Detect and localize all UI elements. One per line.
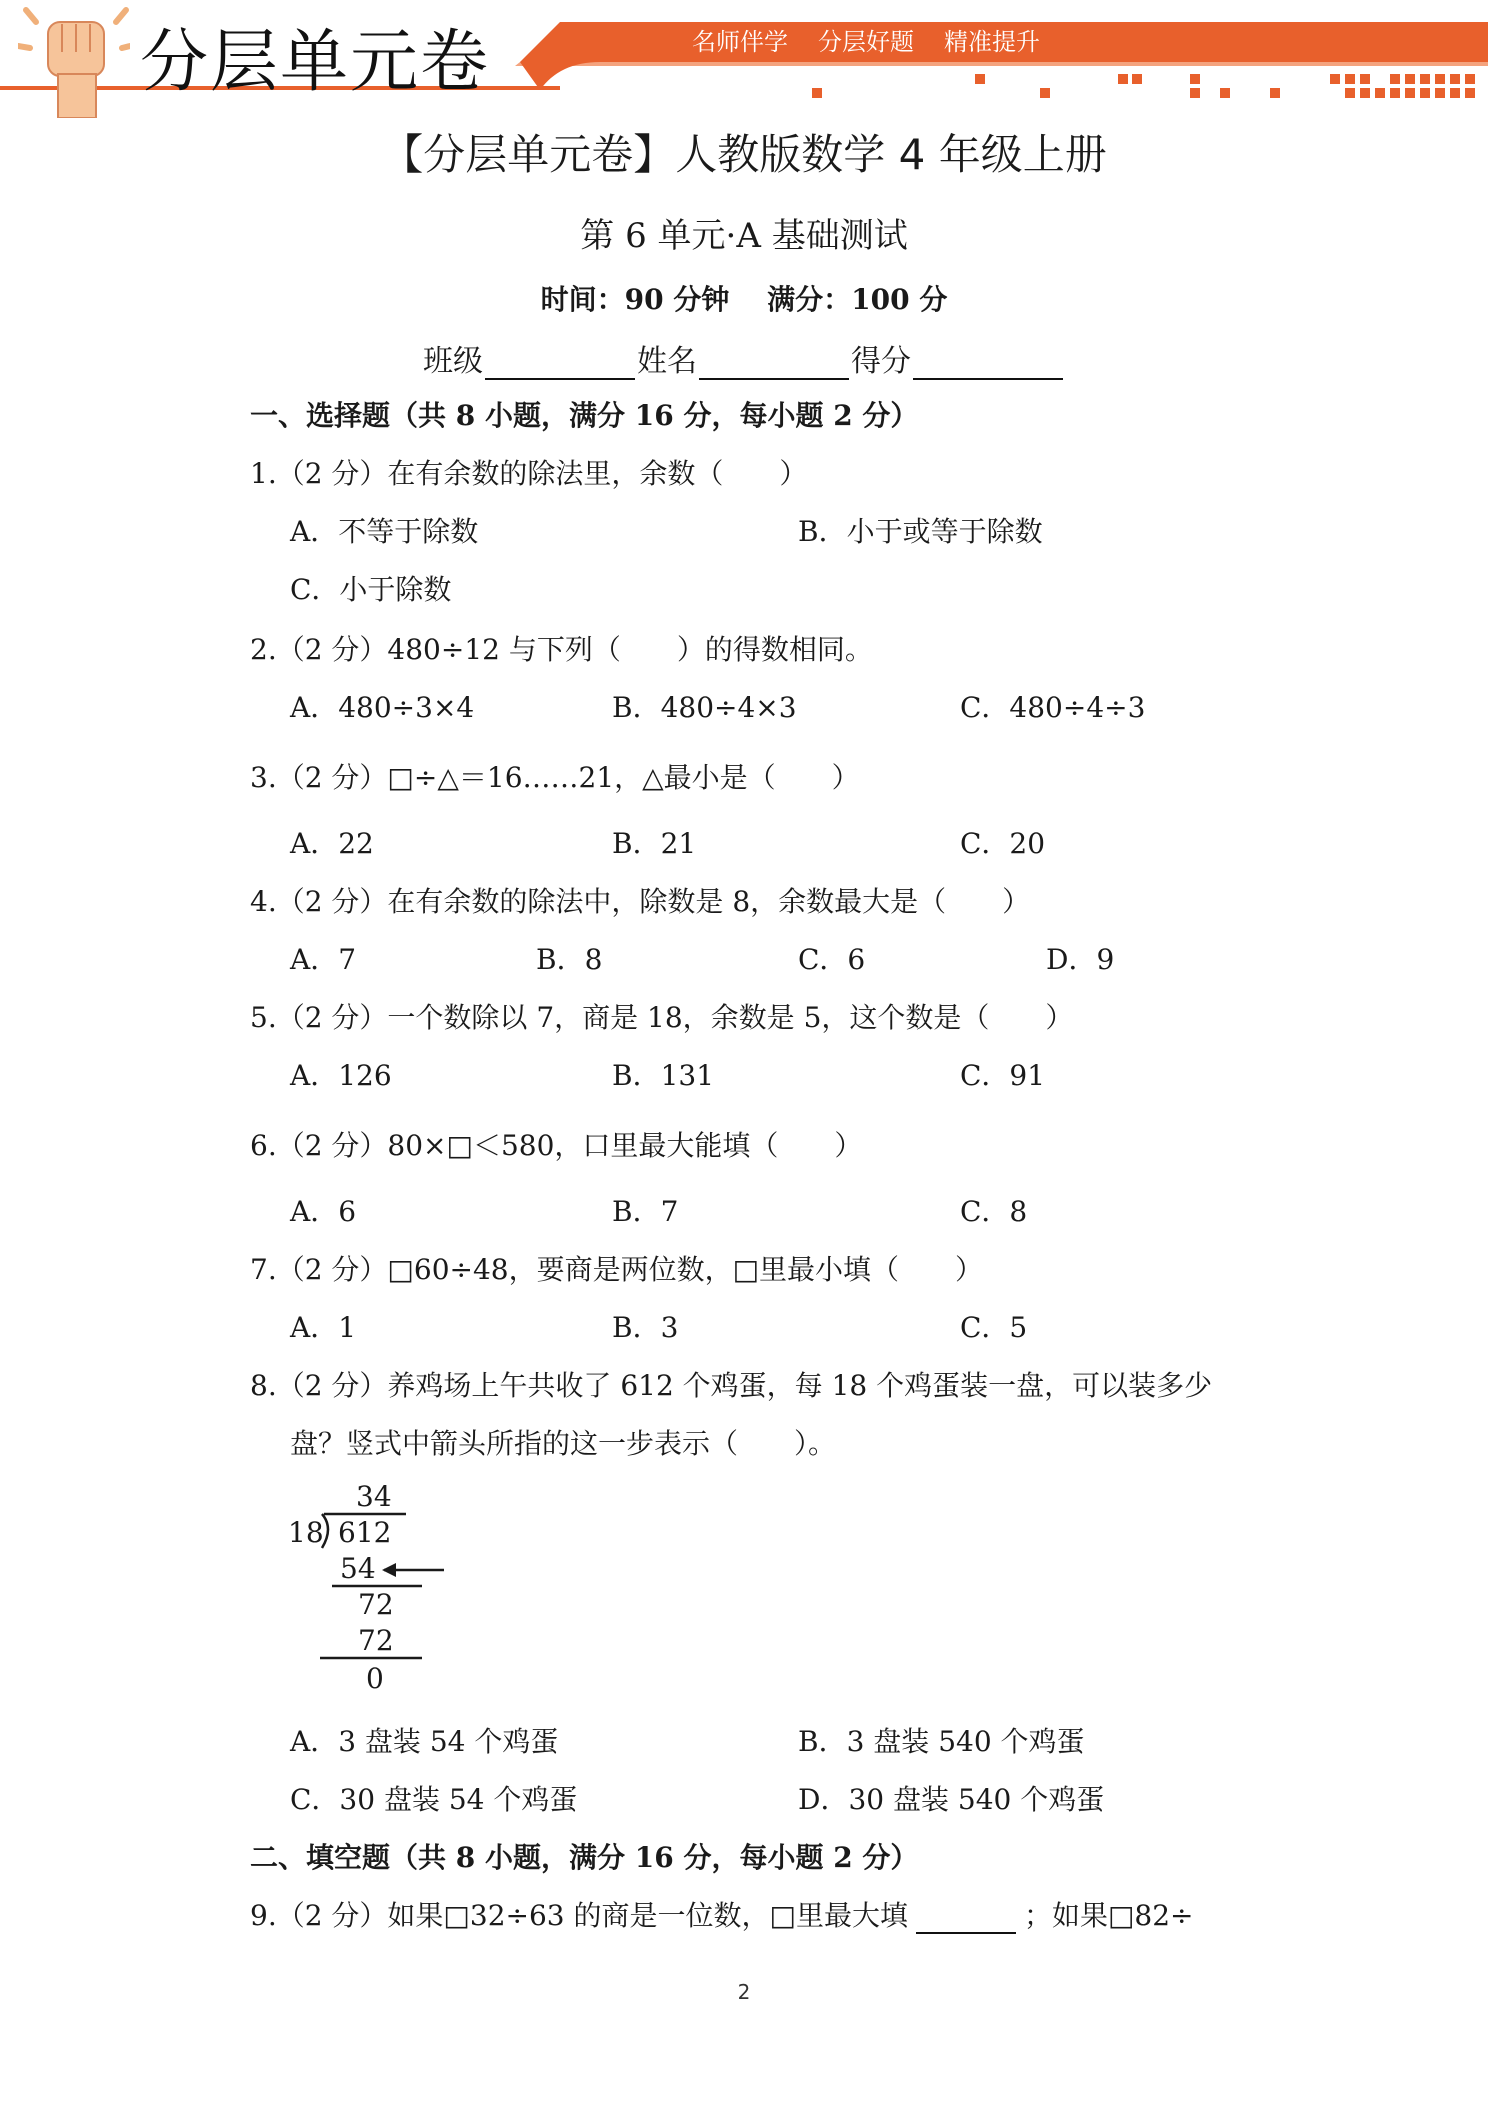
slogan-3: 精准提升	[944, 28, 1040, 56]
q5-option-a[interactable]: A．126	[290, 1059, 392, 1092]
q1-option-c[interactable]: C．小于除数	[290, 573, 452, 606]
question-5: 5.（2 分）一个数除以 7，商是 18，余数是 5，这个数是（ ）	[250, 1001, 1074, 1034]
brand-title: 分层单元卷	[140, 23, 491, 102]
q4-option-c[interactable]: C．6	[798, 943, 866, 976]
q9-text-1: 9.（2 分）如果□32÷63 的商是一位数，□里最大填	[250, 1899, 908, 1932]
question-3: 3.（2 分）□÷△＝16……21，△最小是（ ）	[250, 761, 860, 794]
field-name-label: 姓名	[637, 344, 697, 379]
field-score-blank[interactable]	[913, 348, 1063, 380]
question-6: 6.（2 分）80×□＜580，口里最大能填（ ）	[250, 1129, 863, 1162]
section-heading-choice: 一、选择题（共 8 小题，满分 16 分，每小题 2 分）	[250, 399, 919, 432]
q4-option-b[interactable]: B．8	[536, 943, 603, 976]
q2-option-a[interactable]: A．480÷3×4	[290, 691, 475, 724]
division-step-3: 72	[358, 1624, 394, 1657]
q5-option-c[interactable]: C．91	[960, 1059, 1046, 1092]
division-divisor: 18	[288, 1516, 324, 1549]
q7-option-b[interactable]: B．3	[612, 1311, 679, 1344]
field-score-label: 得分	[851, 344, 911, 379]
q9-answer-blank[interactable]	[916, 1906, 1016, 1934]
question-8-line-1: 8.（2 分）养鸡场上午共收了 612 个鸡蛋，每 18 个鸡蛋装一盘，可以装多少	[250, 1369, 1213, 1402]
question-2: 2.（2 分）480÷12 与下列（ ）的得数相同。	[250, 633, 873, 666]
q8-option-b[interactable]: B．3 盘装 540 个鸡蛋	[798, 1725, 1085, 1758]
q4-option-a[interactable]: A．7	[290, 943, 357, 976]
question-4: 4.（2 分）在有余数的除法中，除数是 8，余数最大是（ ）	[250, 885, 1031, 918]
question-1: 1.（2 分）在有余数的除法里，余数（ ）	[250, 457, 808, 490]
q6-option-a[interactable]: A．6	[290, 1195, 357, 1228]
exam-score: 满分：100 分	[767, 283, 948, 316]
q7-option-a[interactable]: A．1	[290, 1311, 357, 1344]
slogan-1: 名师伴学	[692, 28, 788, 56]
student-fields	[0, 336, 1488, 380]
long-division-figure	[282, 1478, 452, 1700]
q8-option-a[interactable]: A．3 盘装 54 个鸡蛋	[290, 1725, 559, 1758]
question-9	[250, 1894, 1194, 1934]
division-remainder: 0	[366, 1662, 384, 1695]
q1-option-a[interactable]: A．不等于除数	[290, 515, 479, 548]
field-class-label: 班级	[423, 344, 483, 379]
field-class-blank[interactable]	[485, 348, 635, 380]
q8-option-d[interactable]: D．30 盘装 540 个鸡蛋	[798, 1783, 1105, 1816]
exam-meta	[0, 278, 1488, 318]
arrowhead-icon	[382, 1563, 396, 1577]
q4-option-d[interactable]: D．9	[1046, 943, 1115, 976]
page-number: 2	[737, 1980, 751, 2004]
document-subtitle: 第 6 单元·A 基础测试	[580, 216, 908, 256]
slogan-2: 分层好题	[818, 28, 914, 56]
q9-text-2: ；如果□82÷	[1023, 1899, 1194, 1932]
q3-option-b[interactable]: B．21	[612, 827, 697, 860]
section-heading-fill: 二、填空题（共 8 小题，满分 16 分，每小题 2 分）	[250, 1841, 919, 1874]
q8-option-c[interactable]: C．30 盘装 54 个鸡蛋	[290, 1783, 578, 1816]
division-quotient: 34	[356, 1480, 392, 1513]
question-8-line-2: 盘？竖式中箭头所指的这一步表示（ ）。	[290, 1427, 837, 1460]
q2-option-b[interactable]: B．480÷4×3	[612, 691, 797, 724]
field-name-blank[interactable]	[699, 348, 849, 380]
exam-time: 时间：90 分钟	[540, 283, 730, 316]
q2-option-c[interactable]: C．480÷4÷3	[960, 691, 1146, 724]
document-title: 【分层单元卷】人教版数学 4 年级上册	[381, 130, 1107, 179]
q7-option-c[interactable]: C．5	[960, 1311, 1028, 1344]
q1-option-b[interactable]: B．小于或等于除数	[798, 515, 1043, 548]
division-step-2: 72	[358, 1588, 394, 1621]
q3-option-a[interactable]: A．22	[290, 827, 374, 860]
q6-option-c[interactable]: C．8	[960, 1195, 1028, 1228]
division-dividend: 612	[338, 1516, 392, 1549]
q5-option-b[interactable]: B．131	[612, 1059, 715, 1092]
division-step-1: 54	[340, 1552, 376, 1585]
q6-option-b[interactable]: B．7	[612, 1195, 679, 1228]
q3-option-c[interactable]: C．20	[960, 827, 1046, 860]
fist-logo-icon	[18, 0, 130, 118]
question-7: 7.（2 分）□60÷48，要商是两位数，□里最小填（ ）	[250, 1253, 984, 1286]
